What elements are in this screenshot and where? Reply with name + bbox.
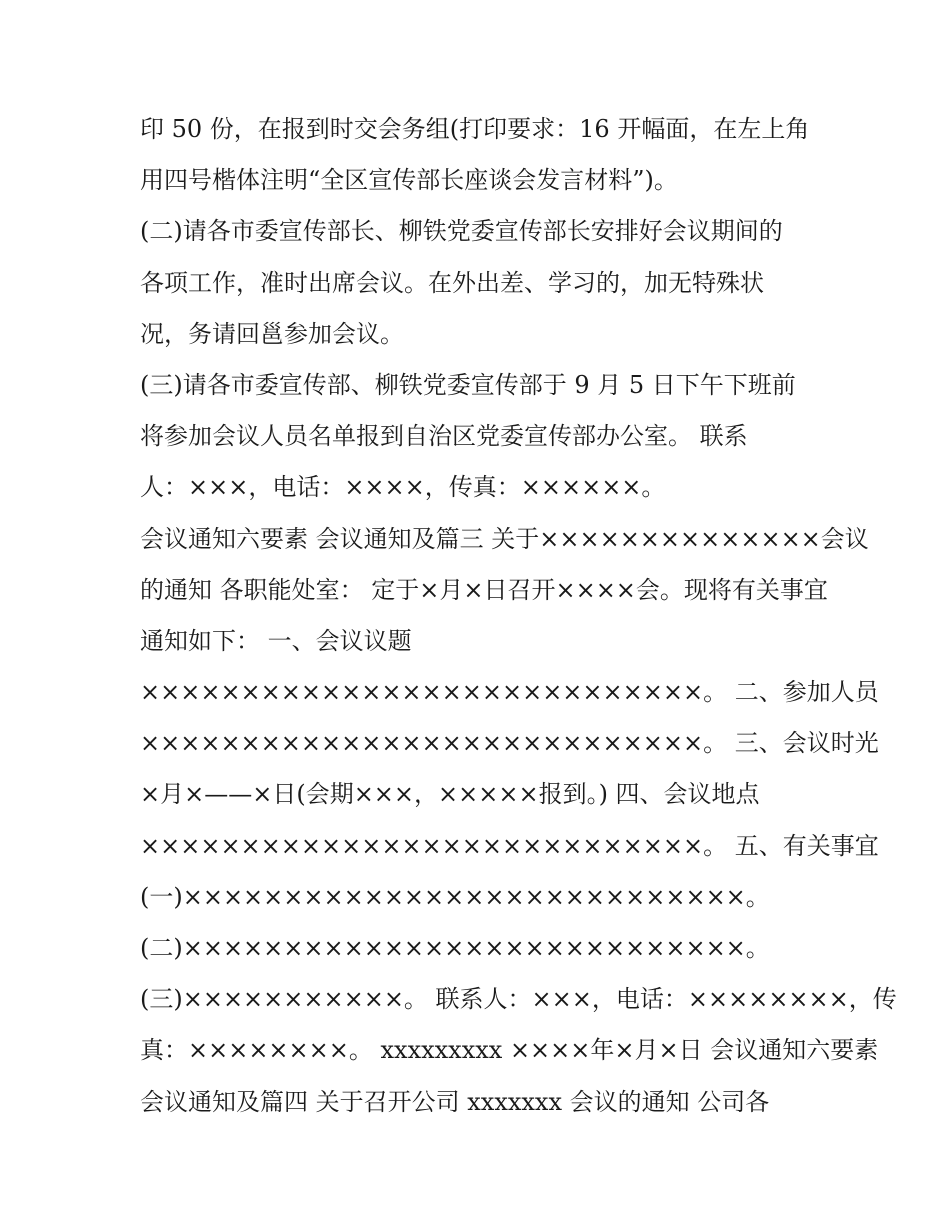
text-line-7: 将参加会议人员名单报到自治区党委宣传部办公室。 联系: [140, 422, 748, 451]
text-line-6: (三)请各市委宣传部、柳铁党委宣传部于 9 月 5 日下午下班前: [140, 370, 796, 399]
text-line-2: 用四号楷体注明“全区宣传部长座谈会发言材料”)。: [140, 166, 678, 195]
text-line-4: 各项工作，准时出席会议。在外出差、学习的，加无特殊状: [140, 268, 764, 297]
text-line-16: (一)××××××××××××××××××××××××××××。: [140, 882, 770, 911]
text-line-19: 真：××××××××。 xxxxxxxxx ××××年×月×日 会议通知六要素: [140, 1036, 879, 1065]
text-line-15: ××××××××××××××××××××××××××××。 五、有关事宜: [140, 831, 879, 860]
text-line-10: 的通知 各职能处室： 定于×月×日召开××××会。现将有关事宜: [140, 575, 828, 604]
text-line-18: (三)×××××××××××。 联系人：×××，电话：××××××××，传: [140, 985, 897, 1014]
text-line-14: ×月×——×日(会期×××，×××××报到。) 四、会议地点: [140, 780, 760, 809]
text-line-17: (二)××××××××××××××××××××××××××××。: [140, 934, 770, 962]
text-line-11: 通知如下： 一、会议议题: [140, 626, 412, 655]
text-line-20: 会议通知及篇四 关于召开公司 xxxxxxx 会议的通知 公司各: [140, 1087, 770, 1116]
text-line-8: 人：×××，电话：××××，传真：××××××。: [140, 473, 666, 502]
text-line-1: 印 50 份，在报到时交会务组(打印要求：16 开幅面，在左上角: [140, 115, 810, 143]
text-line-3: (二)请各市委宣传部长、柳铁党委宣传部长安排好会议期间的: [140, 217, 783, 246]
text-line-12: ××××××××××××××××××××××××××××。 二、参加人员: [140, 678, 879, 707]
text-line-9: 会议通知六要素 会议通知及篇三 关于××××××××××××××会议: [140, 524, 869, 553]
document-body: [140, 104, 897, 1128]
text-line-5: 况，务请回邕参加会议。: [140, 319, 404, 348]
text-line-13: ××××××××××××××××××××××××××××。 三、会议时光: [140, 729, 879, 758]
